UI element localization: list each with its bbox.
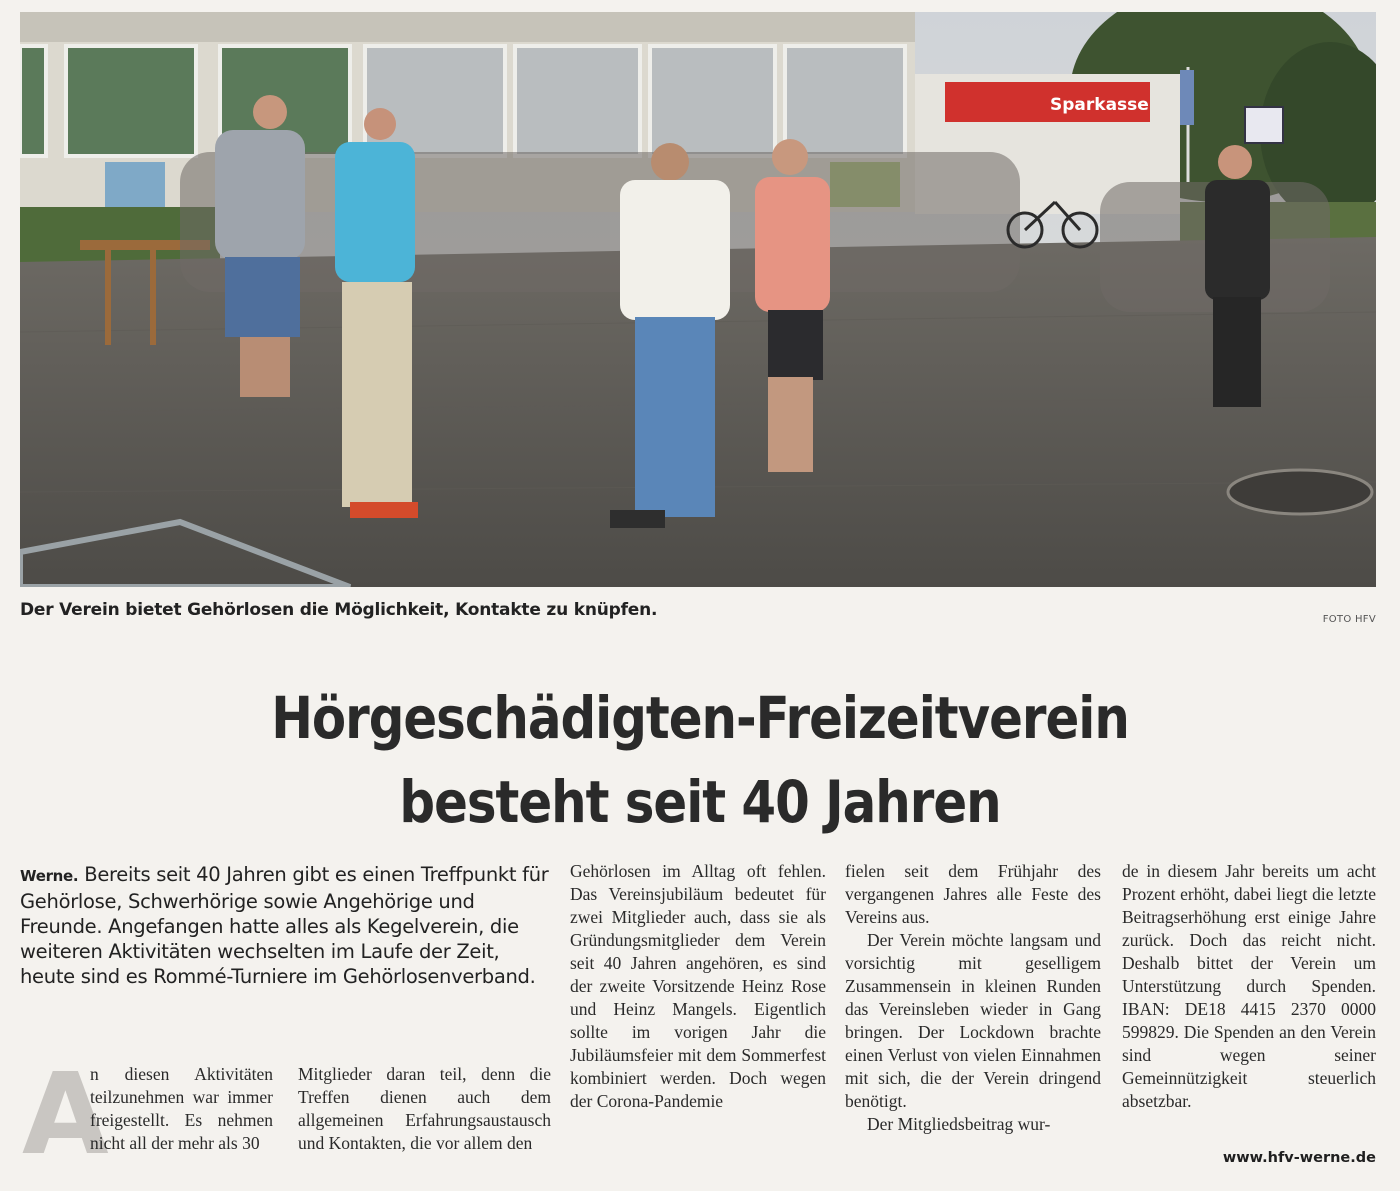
banner-text: Sparkasse	[1050, 95, 1149, 115]
headline	[98, 676, 1302, 844]
photo-credit: FOTO HFV	[1322, 614, 1376, 625]
website-link[interactable]: www.hfv-werne.de	[1222, 1150, 1376, 1166]
headline-line-2: besteht seit 40 Jahren	[399, 768, 1001, 836]
photo-illustration	[20, 12, 1376, 587]
drop-cap: A	[22, 1050, 109, 1180]
body-column-3: Gehörlosen im Alltag oft fehlen. Das Vereinsjubiläum bedeutet für zwei Mitglieder auch, dass sie als Gründungsmitglieder dem Verein seit 40 Jahren angehören, es sind der zweite Vorsitzende Heinz Rose und Heinz Mangels. Eigentlich sollte im vorigen Jahr die Jubiläumsfeier mit dem Sommerfest kombiniert werden. Doch wegen der Corona-Pandemie	[570, 861, 826, 1111]
photo-caption: Der Verein bietet Gehörlosen die Möglichkeit, Kontakte zu knüpfen.	[20, 600, 658, 620]
lead-text: Bereits seit 40 Jahren gibt es einen Treffpunkt für Gehörlose, Schwerhörige sowie Angehörige und Freunde. Angefangen hatte alles als Kegelverein, die weiteren Aktivitäten wechselten im Laufe der Zeit, heute sind es Rommé-Turniere im Gehörlosenverband.	[20, 863, 549, 988]
headline-line-1: Hörgeschädigten-Freizeitverein	[271, 684, 1129, 752]
body-column-4-para-3: Der Mitgliedsbeitrag wur-	[867, 1114, 1051, 1134]
body-column-4-para-1: fielen seit dem Frühjahr des vergangenen Jahres alle Feste des Vereins aus.	[845, 861, 1101, 927]
article-photo	[20, 12, 1376, 587]
body-column-5: de in diesem Jahr bereits um acht Prozent erhöht, dabei liegt die letzte Beitragserhöhung erst einige Jahre zurück. Doch das reicht nicht. Deshalb bittet der Verein um Unterstützung durch Spenden. IBAN: DE18 4415 2370 0000 599829. Die Spenden an den Verein sind wegen seiner Gemeinnützigkeit steuerlich absetzbar.	[1122, 861, 1376, 1111]
lead-paragraph	[20, 862, 554, 989]
body-column-2: Mitglieder daran teil, denn die Treffen dienen auch dem allgemeinen Erfahrungsaustausch und Kontakten, die vor allem den	[298, 1064, 551, 1153]
dateline-place: Werne.	[20, 867, 79, 885]
body-column-1: n diesen Aktivitäten teilzunehmen war immer freigestellt. Es nehmen nicht all der mehr als 30	[90, 1064, 273, 1153]
body-column-4	[845, 860, 1101, 1136]
body-column-4-para-2: Der Verein möchte langsam und vorsichtig mit geselligem Zusammensein in kleinen Runden das Vereinsleben wieder in Gang bringen. Der Lockdown brachte einen Verlust von vielen Einnahmen mit sich, die der Verein dringend benötigt.	[845, 930, 1101, 1111]
